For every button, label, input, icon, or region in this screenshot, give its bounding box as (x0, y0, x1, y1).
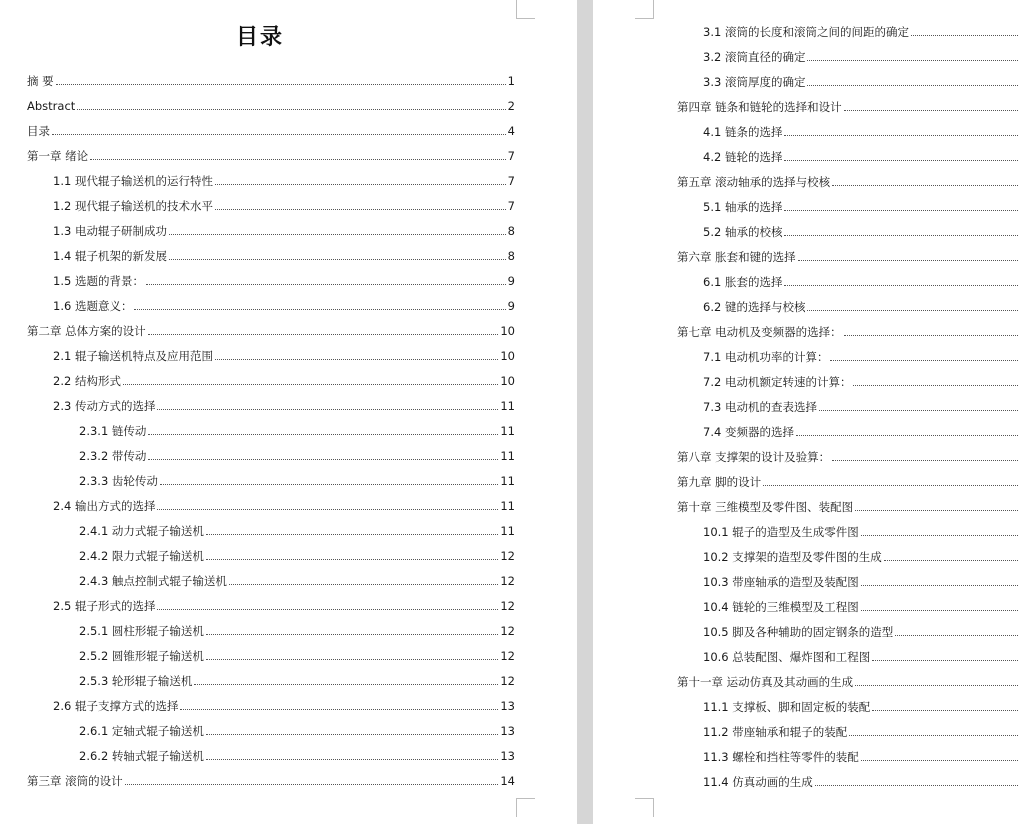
toc-entry[interactable] (703, 375, 1020, 389)
toc-leader-dots (807, 310, 1018, 311)
toc-leader-dots (180, 709, 498, 710)
toc-leader-dots (844, 110, 1018, 111)
toc-leader-dots (229, 584, 498, 585)
toc-leader-dots (169, 259, 506, 260)
toc-leader-dots (148, 459, 498, 460)
toc-entry[interactable] (53, 399, 515, 413)
toc-leader-dots (148, 434, 498, 435)
toc-entry-label: 1.3 电动辊子研制成功 (53, 224, 167, 238)
toc-entry-label: 第十一章 运动仿真及其动画的生成 (677, 675, 854, 689)
toc-entry[interactable] (703, 725, 1020, 739)
toc-entry-page: 10 (500, 374, 515, 388)
toc-entry[interactable] (79, 624, 515, 638)
toc-leader-dots (832, 185, 1018, 186)
toc-entry-page: 7 (507, 174, 515, 188)
toc-entry-label: 3.3 滚筒厚度的确定 (703, 75, 806, 89)
toc-leader-dots (123, 384, 498, 385)
page-gutter (577, 0, 593, 824)
toc-leader-dots (815, 785, 1018, 786)
toc-entry[interactable] (703, 300, 1020, 314)
toc-entry-page: 11 (500, 449, 515, 463)
toc-leader-dots (77, 109, 505, 110)
toc-entry-label: 10.4 链轮的三维模型及工程图 (703, 600, 859, 614)
toc-entry[interactable] (79, 424, 515, 438)
toc-leader-dots (784, 285, 1018, 286)
toc-entry-label: 1.4 辊子机架的新发展 (53, 249, 167, 263)
toc-entry[interactable] (79, 649, 515, 663)
toc-entry[interactable] (53, 349, 515, 363)
toc-leader-dots (134, 309, 505, 310)
toc-entry[interactable] (677, 450, 1020, 464)
toc-entry-label: 第六章 胀套和键的选择 (677, 250, 796, 264)
toc-entry-page: 11 (500, 474, 515, 488)
toc-leader-dots (784, 235, 1018, 236)
toc-entry[interactable] (53, 224, 515, 238)
toc-leader-dots (157, 409, 498, 410)
toc-leader-dots (861, 535, 1018, 536)
toc-entry-label: 2.1 辊子输送机特点及应用范围 (53, 349, 213, 363)
toc-entry-label: 2.5.2 圆锥形辊子输送机 (79, 649, 204, 663)
toc-entry-label: 第二章 总体方案的设计 (27, 324, 146, 338)
toc-entry-label: 5.1 轴承的选择 (703, 200, 783, 214)
toc-entry-page: 7 (507, 199, 515, 213)
toc-leader-dots (52, 134, 506, 135)
toc-entry[interactable] (27, 324, 515, 338)
toc-entry-label: 11.1 支撑板、脚和固定板的装配 (703, 700, 871, 714)
toc-entry[interactable] (53, 199, 515, 213)
toc-entry[interactable] (703, 200, 1020, 214)
toc-entry-label: 2.4.1 动力式辊子输送机 (79, 524, 204, 538)
toc-entry[interactable] (677, 325, 1020, 339)
toc-entry-label: 目录 (27, 124, 50, 138)
toc-entry-page: 13 (500, 699, 515, 713)
toc-entry-page: 7 (507, 149, 515, 163)
toc-title: 目录 (235, 25, 284, 50)
toc-entry[interactable] (79, 449, 515, 463)
toc-leader-dots (784, 160, 1018, 161)
toc-entry[interactable] (27, 99, 515, 113)
toc-entry-label: 2.3.1 链传动 (79, 424, 147, 438)
toc-entry-label: 2.6 辊子支撑方式的选择 (53, 699, 179, 713)
toc-leader-dots (872, 710, 1018, 711)
toc-leader-dots (849, 735, 1018, 736)
toc-entry-page: 2 (507, 99, 515, 113)
toc-entry[interactable] (677, 100, 1020, 114)
toc-entry-page: 13 (500, 724, 515, 738)
document-page-right (593, 0, 1020, 824)
toc-leader-dots (763, 485, 1018, 486)
toc-leader-dots (157, 609, 498, 610)
toc-entry-label: 7.2 电动机额定转速的计算： (703, 375, 852, 389)
toc-entry-page: 12 (500, 599, 515, 613)
toc-entry-label: 第八章 支撑架的设计及验算： (677, 450, 831, 464)
toc-entry[interactable] (703, 700, 1020, 714)
toc-entry-page: 9 (507, 299, 515, 313)
toc-leader-dots (872, 660, 1018, 661)
toc-leader-dots (215, 359, 498, 360)
toc-entry[interactable] (677, 250, 1020, 264)
toc-leader-dots (855, 685, 1018, 686)
toc-entry-label: 第四章 链条和链轮的选择和设计 (677, 100, 842, 114)
toc-entry[interactable] (27, 774, 515, 788)
toc-entry[interactable] (27, 149, 515, 163)
toc-entry-label: 第九章 脚的设计 (677, 475, 762, 489)
toc-entry-label: 2.4.3 触点控制式辊子输送机 (79, 574, 227, 588)
toc-entry-page: 8 (507, 249, 515, 263)
toc-entry[interactable] (79, 524, 515, 538)
toc-entry-label: 5.2 轴承的校核 (703, 225, 783, 239)
toc-entry[interactable] (677, 500, 1020, 514)
toc-entry[interactable] (703, 425, 1020, 439)
toc-entry-label: 1.6 选题意义： (53, 299, 133, 313)
toc-entry-label: 3.2 滚筒直径的确定 (703, 50, 806, 64)
toc-entry[interactable] (703, 400, 1020, 414)
toc-entry-label: 4.1 链条的选择 (703, 125, 783, 139)
toc-entry[interactable] (703, 575, 1020, 589)
toc-entry-page: 10 (500, 324, 515, 338)
toc-entry[interactable] (677, 675, 1020, 689)
toc-leader-dots (895, 635, 1018, 636)
toc-entry[interactable] (677, 475, 1020, 489)
toc-entry[interactable] (79, 674, 515, 688)
toc-entry[interactable] (27, 124, 515, 138)
toc-entry[interactable] (703, 650, 1020, 664)
toc-leader-dots (157, 509, 498, 510)
toc-entry-page: 12 (500, 674, 515, 688)
toc-leader-dots (819, 410, 1018, 411)
toc-entry-label: Abstract (27, 99, 76, 113)
toc-entry-label: 2.3 传动方式的选择 (53, 399, 156, 413)
toc-leader-dots (56, 84, 506, 85)
toc-leader-dots (796, 435, 1018, 436)
toc-entry[interactable] (79, 724, 515, 738)
toc-entry[interactable] (53, 174, 515, 188)
toc-entry[interactable] (79, 749, 515, 763)
toc-entry[interactable] (703, 150, 1020, 164)
toc-leader-dots (206, 634, 498, 635)
toc-entry[interactable] (703, 625, 1020, 639)
toc-entry-page: 11 (500, 399, 515, 413)
toc-entry[interactable] (53, 299, 515, 313)
toc-entry-page: 9 (507, 274, 515, 288)
toc-leader-dots (861, 585, 1018, 586)
toc-entry[interactable] (53, 599, 515, 613)
toc-leader-dots (830, 360, 1018, 361)
crop-mark-bottom-left (635, 798, 654, 817)
toc-entry[interactable] (27, 74, 515, 88)
toc-leader-dots (832, 460, 1018, 461)
toc-entry[interactable] (53, 499, 515, 513)
toc-entry-label: 10.6 总装配图、爆炸图和工程图 (703, 650, 871, 664)
toc-leader-dots (807, 85, 1018, 86)
toc-entry-label: 2.3.2 带传动 (79, 449, 147, 463)
toc-entry-label: 6.1 胀套的选择 (703, 275, 783, 289)
toc-entry-page: 1 (507, 74, 515, 88)
toc-leader-dots (206, 534, 498, 535)
toc-entry-label: 7.4 变频器的选择 (703, 425, 794, 439)
toc-entry[interactable] (53, 699, 515, 713)
toc-entry[interactable] (703, 775, 1020, 789)
toc-entry-page: 12 (500, 549, 515, 563)
toc-leader-dots (169, 234, 506, 235)
toc-entry[interactable] (703, 600, 1020, 614)
toc-entry-page: 12 (500, 574, 515, 588)
toc-entry-page: 11 (500, 524, 515, 538)
toc-leader-dots (861, 760, 1018, 761)
toc-entry-label: 2.4 输出方式的选择 (53, 499, 156, 513)
toc-leader-dots (215, 184, 506, 185)
toc-entry[interactable] (703, 225, 1020, 239)
toc-entry[interactable] (79, 549, 515, 563)
toc-leader-dots (807, 60, 1018, 61)
toc-entry[interactable] (703, 275, 1020, 289)
toc-leader-dots (194, 684, 498, 685)
toc-entry[interactable] (79, 474, 515, 488)
toc-entry-page: 11 (500, 424, 515, 438)
toc-entry-page: 12 (500, 649, 515, 663)
toc-leader-dots (146, 284, 506, 285)
toc-entry[interactable] (703, 50, 1020, 64)
toc-entry-page: 13 (500, 749, 515, 763)
toc-leader-dots (798, 260, 1018, 261)
toc-entry[interactable] (703, 75, 1020, 89)
toc-leader-dots (784, 210, 1018, 211)
toc-entry-label: 7.3 电动机的查表选择 (703, 400, 817, 414)
toc-leader-dots (861, 610, 1018, 611)
toc-entry-page: 8 (507, 224, 515, 238)
toc-entry-label: 10.5 脚及各种辅助的固定钢条的造型 (703, 625, 894, 639)
toc-leader-dots (148, 334, 499, 335)
toc-entry[interactable] (703, 350, 1020, 364)
toc-entry-label: 2.5.1 圆柱形辊子输送机 (79, 624, 204, 638)
toc-entry-label: 2.4.2 限力式辊子输送机 (79, 549, 204, 563)
toc-leader-dots (206, 659, 498, 660)
toc-leader-dots (911, 35, 1018, 36)
toc-leader-dots (853, 385, 1018, 386)
toc-entry-label: 第十章 三维模型及零件图、装配图 (677, 500, 854, 514)
toc-entry[interactable] (703, 125, 1020, 139)
toc-entry[interactable] (53, 374, 515, 388)
toc-entry-label: 摘 要 (27, 74, 54, 88)
toc-leader-dots (784, 135, 1018, 136)
toc-entry[interactable] (703, 550, 1020, 564)
crop-mark-top-left (635, 0, 654, 19)
toc-entry-page: 11 (500, 499, 515, 513)
toc-entry-label: 10.1 辊子的造型及生成零件图 (703, 525, 859, 539)
toc-leader-dots (206, 759, 498, 760)
toc-entry-label: 4.2 链轮的选择 (703, 150, 783, 164)
toc-entry-label: 6.2 键的选择与校核 (703, 300, 806, 314)
toc-entry-label: 第三章 滚筒的设计 (27, 774, 123, 788)
toc-leader-dots (206, 734, 498, 735)
toc-entry-label: 11.3 螺栓和挡柱等零件的装配 (703, 750, 859, 764)
toc-leader-dots (90, 159, 506, 160)
toc-leader-dots (215, 209, 506, 210)
toc-entry[interactable] (53, 249, 515, 263)
toc-entry-label: 11.2 带座轴承和辊子的装配 (703, 725, 848, 739)
toc-entry-label: 1.1 现代辊子输送机的运行特性 (53, 174, 213, 188)
toc-leader-dots (884, 560, 1018, 561)
toc-entry-label: 第七章 电动机及变频器的选择： (677, 325, 842, 339)
toc-leader-dots (125, 784, 499, 785)
toc-entry[interactable] (703, 750, 1020, 764)
toc-entry-label: 第一章 绪论 (27, 149, 89, 163)
toc-entry[interactable] (703, 525, 1020, 539)
toc-leader-dots (160, 484, 498, 485)
toc-entry-page: 12 (500, 624, 515, 638)
toc-entry-label: 第五章 滚动轴承的选择与校核 (677, 175, 831, 189)
toc-entry-label: 1.5 选题的背景： (53, 274, 144, 288)
toc-leader-dots (206, 559, 498, 560)
toc-entry-label: 2.5.3 轮形辊子输送机 (79, 674, 193, 688)
toc-entry-page: 14 (500, 774, 515, 788)
toc-entry-label: 7.1 电动机功率的计算： (703, 350, 829, 364)
toc-entry-label: 3.1 滚筒的长度和滚筒之间的间距的确定 (703, 25, 909, 39)
toc-entry[interactable] (703, 25, 1020, 39)
toc-entry-label: 11.4 仿真动画的生成 (703, 775, 813, 789)
toc-leader-dots (844, 335, 1018, 336)
toc-entry-label: 10.2 支撑架的造型及零件图的生成 (703, 550, 882, 564)
toc-entry-label: 1.2 现代辊子输送机的技术水平 (53, 199, 213, 213)
crop-mark-top-right (516, 0, 535, 19)
toc-entry-label: 2.3.3 齿轮传动 (79, 474, 158, 488)
toc-entry-label: 2.2 结构形式 (53, 374, 121, 388)
toc-entry-label: 2.6.2 转轴式辊子输送机 (79, 749, 204, 763)
toc-entry[interactable] (53, 274, 515, 288)
toc-entry-page: 4 (507, 124, 515, 138)
toc-leader-dots (855, 510, 1018, 511)
toc-entry-label: 10.3 带座轴承的造型及装配图 (703, 575, 859, 589)
toc-entry-page: 10 (500, 349, 515, 363)
toc-entry-label: 2.5 辊子形式的选择 (53, 599, 156, 613)
crop-mark-bottom-right (516, 798, 535, 817)
toc-entry[interactable] (79, 574, 515, 588)
toc-entry-label: 2.6.1 定轴式辊子输送机 (79, 724, 204, 738)
toc-entry[interactable] (677, 175, 1020, 189)
